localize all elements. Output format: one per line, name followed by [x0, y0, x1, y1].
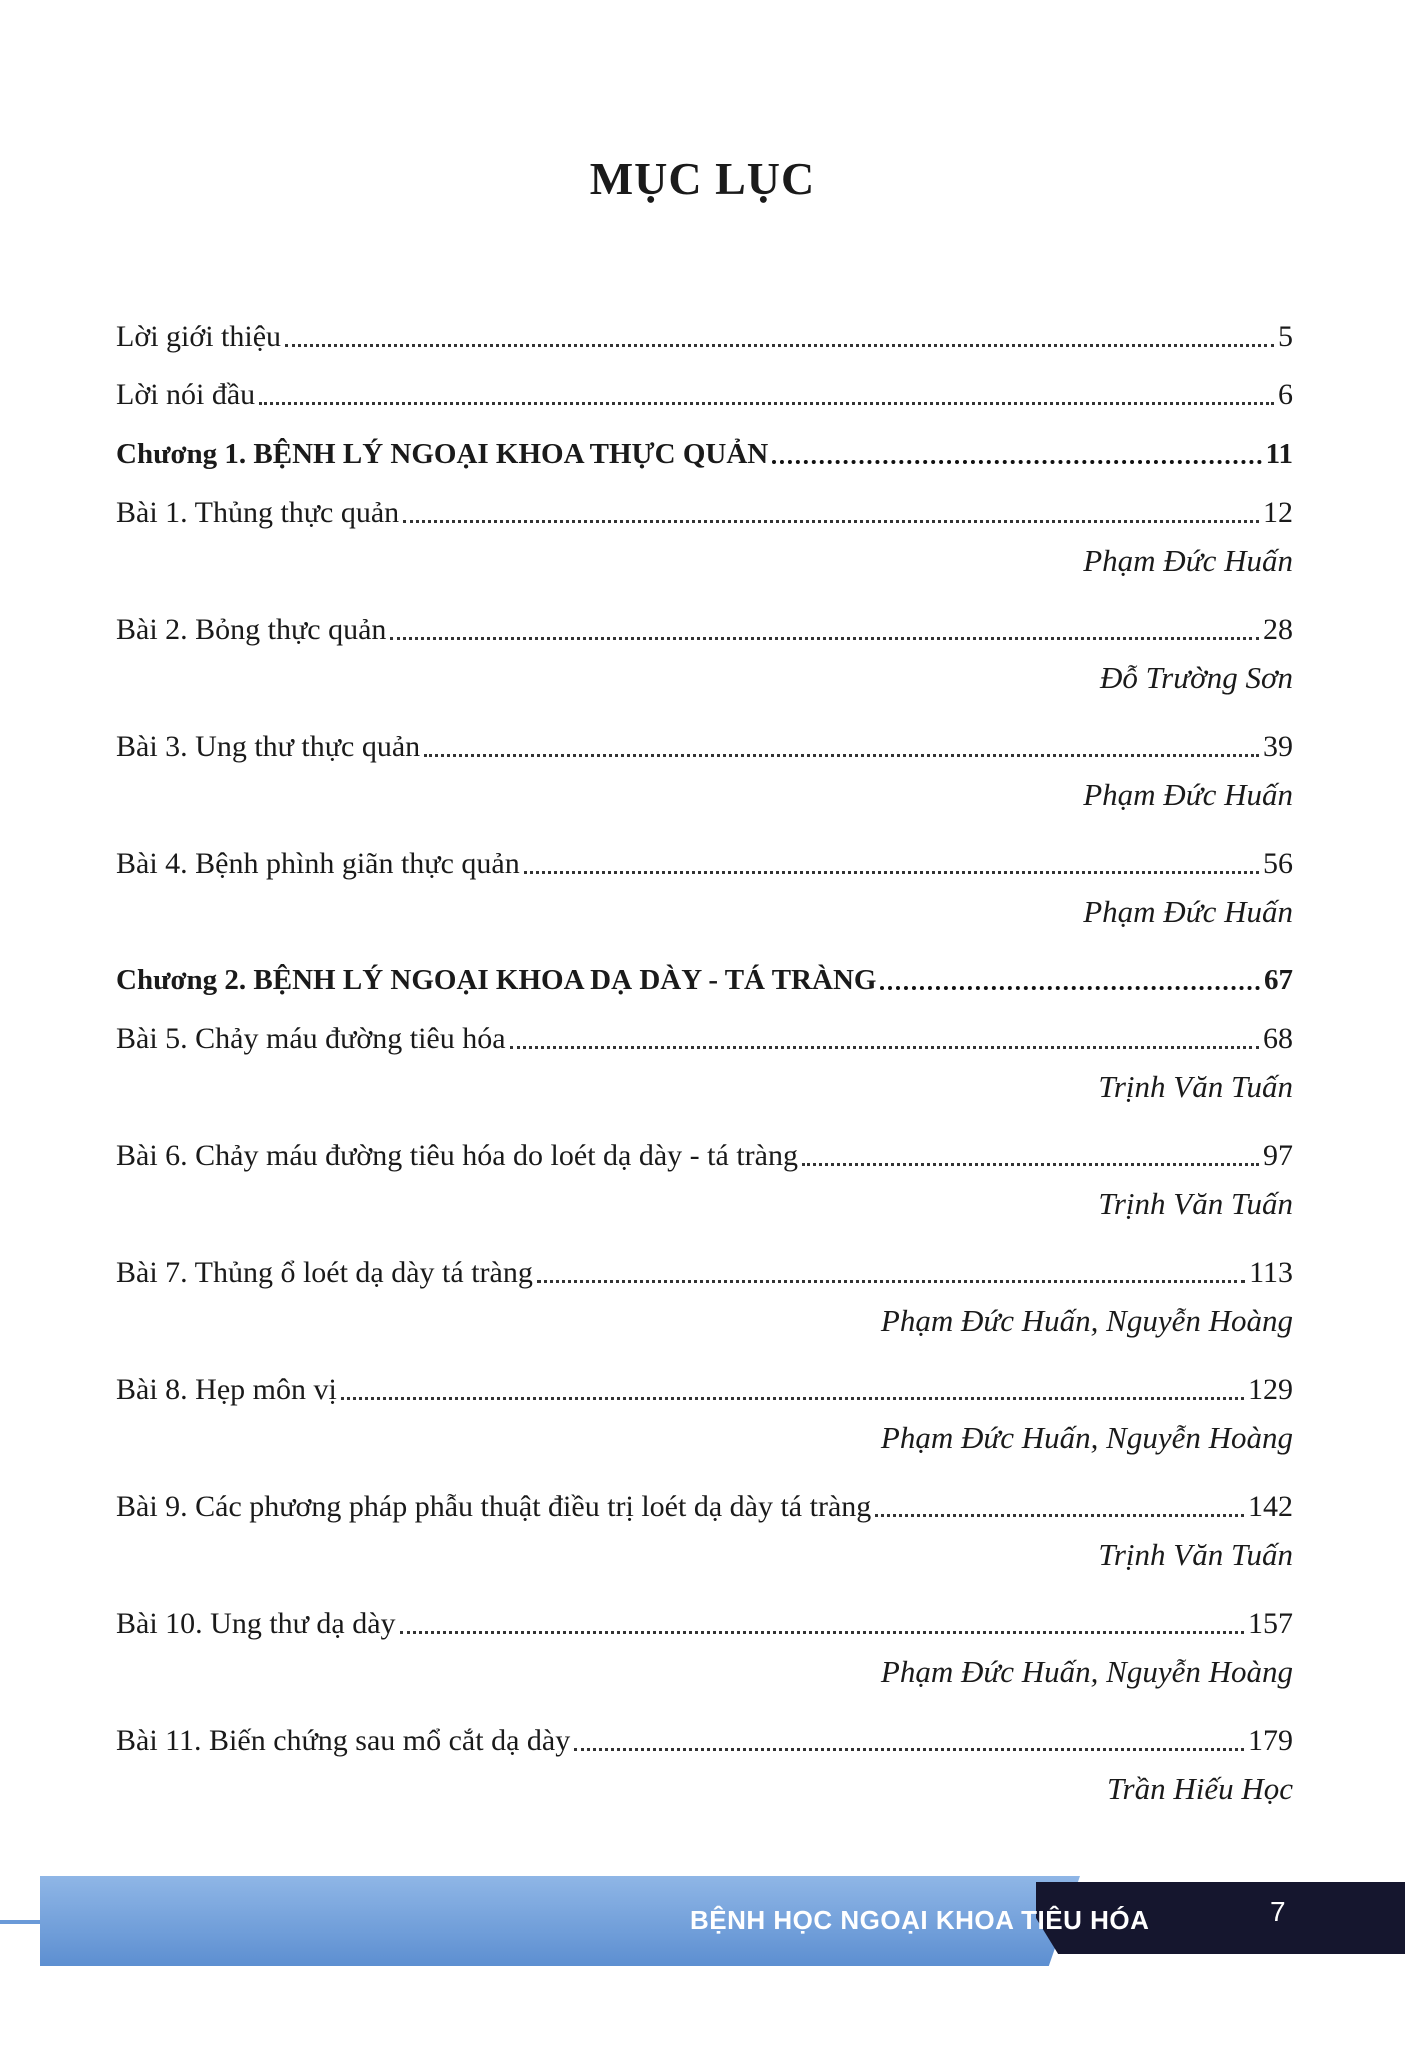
toc-chapter-page: 11	[1265, 438, 1293, 470]
toc-entry-label: Bài 6. Chảy máu đường tiêu hóa do loét dạ dày - tá tràng	[116, 1139, 798, 1172]
toc-entry-label: Bài 9. Các phương pháp phẫu thuật điều trị loét dạ dày tá tràng	[116, 1490, 872, 1523]
leader-dots	[875, 1513, 1244, 1517]
toc-entry-label: Lời giới thiệu	[116, 320, 282, 353]
toc-entry	[116, 1478, 1293, 1526]
leader-dots	[772, 459, 1261, 464]
toc-entry-author: Đỗ Trường Sơn	[1100, 660, 1293, 695]
toc-entry-label: Bài 11. Biến chứng sau mổ cắt dạ dày	[116, 1724, 571, 1757]
leader-dots	[285, 343, 1274, 347]
toc-entry-author: Trịnh Văn Tuấn	[1098, 1537, 1293, 1572]
toc-entry-page: 28	[1263, 613, 1293, 646]
toc-entry-label: Bài 8. Hẹp môn vị	[116, 1373, 337, 1406]
toc-chapter-label: Chương 1. BỆNH LÝ NGOẠI KHOA THỰC QUẢN	[116, 438, 769, 470]
toc-entry-page: 113	[1249, 1256, 1293, 1289]
toc-entry	[116, 308, 1293, 356]
toc-entry-page: 39	[1263, 730, 1293, 763]
leader-dots	[259, 401, 1274, 405]
toc-entry-page: 142	[1248, 1490, 1293, 1523]
toc-entry-author: Trịnh Văn Tuấn	[1098, 1069, 1293, 1104]
toc-entry-label: Bài 5. Chảy máu đường tiêu hóa	[116, 1022, 506, 1055]
toc-entry-author: Phạm Đức Huấn	[1083, 543, 1293, 578]
toc-entry-page: 68	[1263, 1022, 1293, 1055]
toc-entry-author: Phạm Đức Huấn, Nguyễn Hoàng	[880, 1654, 1293, 1689]
toc-entry	[116, 718, 1293, 766]
toc-entry-author: Trần Hiếu Học	[1107, 1771, 1293, 1806]
toc-entry	[116, 1361, 1293, 1409]
toc-entry-page: 97	[1263, 1139, 1293, 1172]
toc-chapter	[116, 425, 1293, 473]
toc-entry-label: Bài 4. Bệnh phình giãn thực quản	[116, 847, 520, 880]
toc-entry-page: 12	[1263, 496, 1293, 529]
toc-entry-label: Bài 7. Thủng ổ loét dạ dày tá tràng	[116, 1256, 533, 1289]
toc-entry	[116, 1010, 1293, 1058]
toc-entry	[116, 366, 1293, 414]
leader-dots	[424, 753, 1259, 757]
toc-entry-page: 157	[1248, 1607, 1293, 1640]
leader-dots	[537, 1279, 1245, 1283]
leader-dots	[341, 1396, 1244, 1400]
leader-dots	[390, 636, 1259, 640]
toc-entry-label: Bài 1. Thủng thực quản	[116, 496, 400, 529]
toc-entry-label: Bài 2. Bỏng thực quản	[116, 613, 387, 646]
toc-entry	[116, 1244, 1293, 1292]
page-number: 7	[1270, 1896, 1286, 1927]
toc-entry	[116, 835, 1293, 883]
toc-entry-page: 179	[1248, 1724, 1293, 1757]
toc-entry	[116, 1595, 1293, 1643]
toc-entry-author: Phạm Đức Huấn	[1083, 777, 1293, 812]
toc-chapter	[116, 951, 1293, 999]
toc-entry-label: Bài 10. Ung thư dạ dày	[116, 1607, 396, 1640]
footer-book-title: BỆNH HỌC NGOẠI KHOA TIÊU HÓA	[690, 1905, 1150, 1935]
leader-dots	[510, 1045, 1259, 1049]
page-title: MỤC LỤC	[589, 153, 816, 204]
toc-entry	[116, 1127, 1293, 1175]
toc-chapter-label: Chương 2. BỆNH LÝ NGOẠI KHOA DẠ DÀY - TÁ TRÀNG	[116, 964, 877, 996]
toc-entry	[116, 484, 1293, 532]
toc-entry-label: Bài 3. Ung thư thực quản	[116, 730, 421, 763]
toc-entry-page: 129	[1248, 1373, 1293, 1406]
toc-chapter-page: 67	[1264, 964, 1293, 996]
leader-dots	[880, 985, 1260, 990]
toc-entry-page: 56	[1263, 847, 1293, 880]
leader-dots	[403, 519, 1259, 523]
toc-entry-author: Phạm Đức Huấn, Nguyễn Hoàng	[880, 1420, 1293, 1455]
toc-entry-author: Trịnh Văn Tuấn	[1098, 1186, 1293, 1221]
toc-entry-page: 6	[1278, 378, 1293, 411]
toc-entry-page: 5	[1278, 320, 1293, 353]
toc-entry-label: Lời nói đầu	[116, 378, 256, 411]
toc-entry	[116, 601, 1293, 649]
leader-dots	[574, 1747, 1244, 1751]
toc-entry	[116, 1712, 1293, 1760]
toc-entry-author: Phạm Đức Huấn	[1083, 894, 1293, 929]
toc-entry-author: Phạm Đức Huấn, Nguyễn Hoàng	[880, 1303, 1293, 1338]
leader-dots	[400, 1630, 1244, 1634]
leader-dots	[524, 870, 1259, 874]
leader-dots	[802, 1162, 1259, 1166]
